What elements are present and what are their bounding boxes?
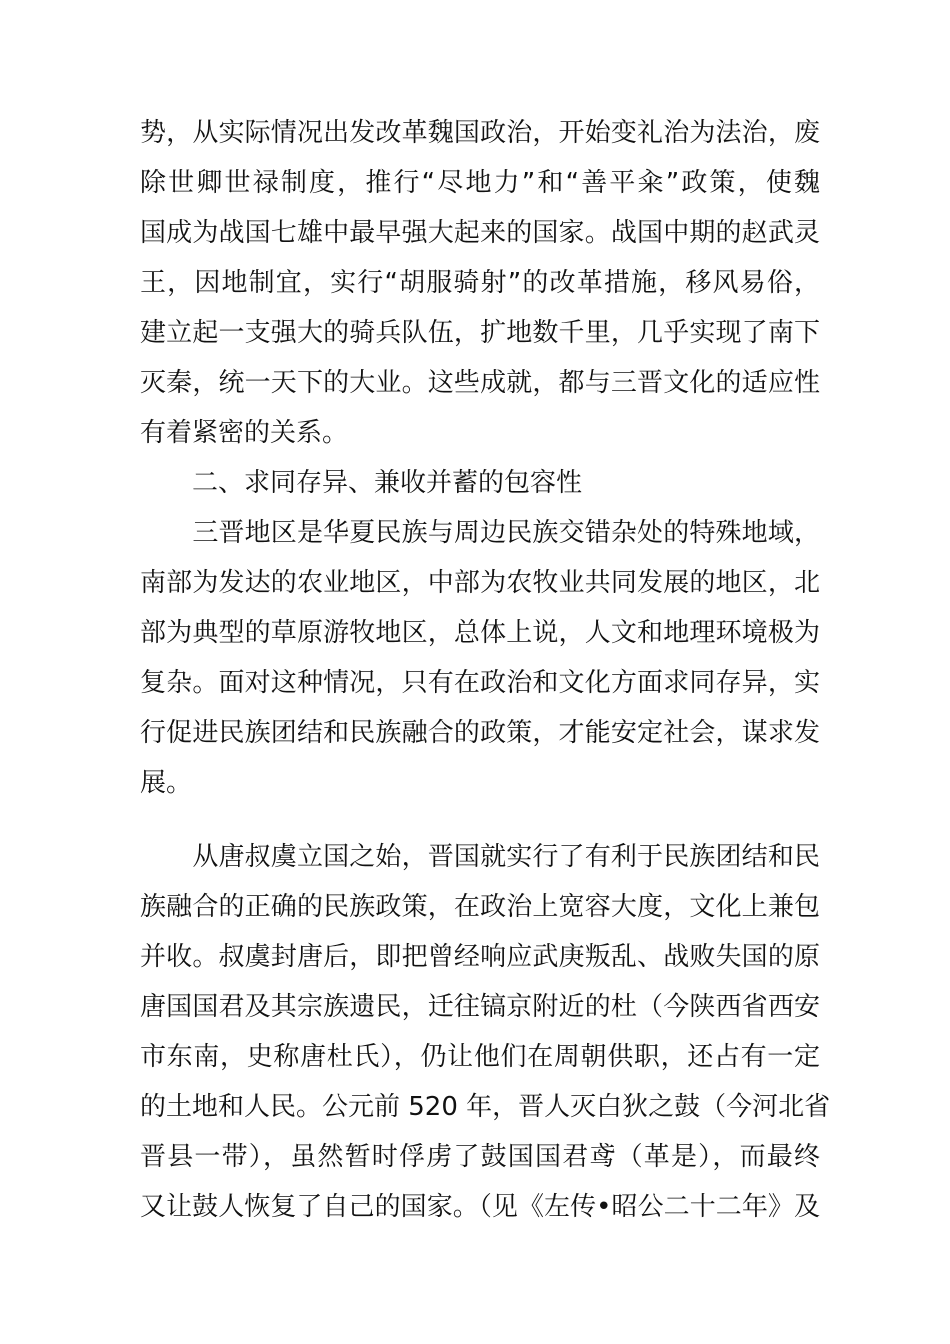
text-line: 复杂。面对这种情况，只有在政治和文化方面求同存异，实 [140,668,820,698]
text-line: 南部为发达的农业地区，中部为农牧业共同发展的地区，北 [140,568,820,598]
text-line: 三晋地区是华夏民族与周边民族交错杂处的特殊地域， [140,518,820,548]
paragraph-3 [140,832,831,1232]
text-line: 行促进民族团结和民族融合的政策，才能安定社会，谋求发 [140,718,820,748]
text-line: 族融合的正确的民族政策，在政治上宽容大度，文化上兼包 [140,892,820,922]
text-line: 王，因地制宜，实行“胡服骑射”的改革措施，移风易俗， [140,268,820,298]
section-heading: 二、求同存异、兼收并蓄的包容性 [140,468,583,498]
text-line: 从唐叔虞立国之始，晋国就实行了有利于民族团结和民 [140,842,820,872]
text-line: 唐国国君及其宗族遗民，迁往镐京附近的杜（今陕西省西安 [140,992,820,1022]
text-line: 又让鼓人恢复了自己的国家。（见《左传•昭公二十二年》及 [140,1192,820,1222]
text-line: 晋县一带），虽然暂时俘虏了鼓国国君鸢（革是），而最终 [140,1142,820,1172]
text-line: 建立起一支强大的骑兵队伍，扩地数千里，几乎实现了南下 [140,318,820,348]
text-line: 的土地和人民。公元前 520 年，晋人灭白狄之鼓（今河北省 [140,1092,831,1122]
text-line: 除世卿世禄制度，推行“尽地力”和“善平籴”政策，使魏 [140,168,820,198]
text-line: 部为典型的草原游牧地区，总体上说，人文和地理环境极为 [140,618,820,648]
paragraph-gap [140,808,820,832]
paragraph-1 [140,108,820,458]
text-line: 势，从实际情况出发改革魏国政治，开始变礼治为法治，废 [140,118,820,148]
text-line: 展。 [140,768,193,798]
text-line: 国成为战国七雄中最早强大起来的国家。战国中期的赵武灵 [140,218,820,248]
text-line: 并收。叔虞封唐后，即把曾经响应武庚叛乱、战败失国的原 [140,942,820,972]
document-page [140,108,831,1232]
text-line: 灭秦，统一天下的大业。这些成就，都与三晋文化的适应性 [140,368,820,398]
text-line: 市东南，史称唐杜氏），仍让他们在周朝供职，还占有一定 [140,1042,820,1072]
text-line: 有着紧密的关系。 [140,418,349,448]
paragraph-2 [140,508,820,808]
